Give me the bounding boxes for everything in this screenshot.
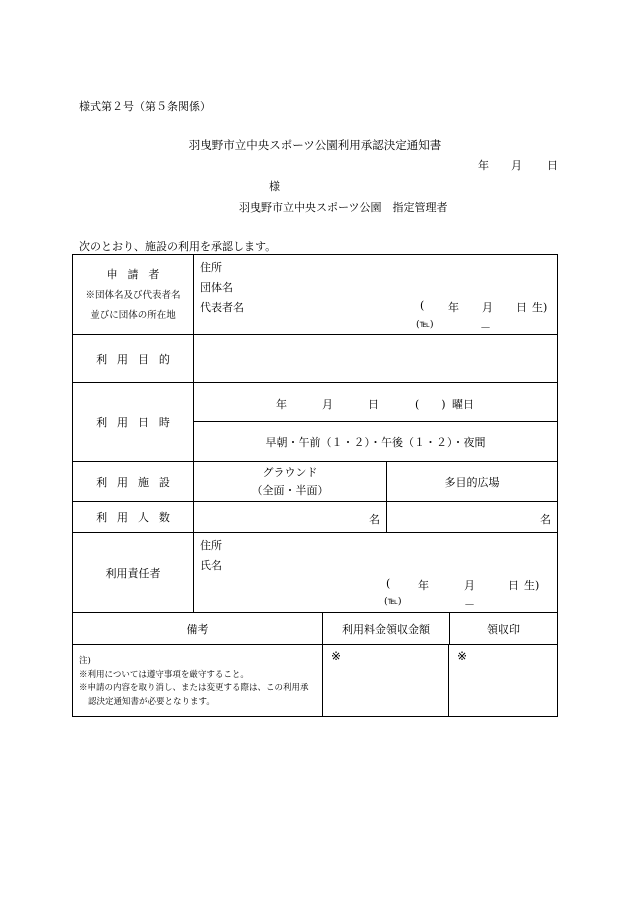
responsible-birth-open: (: [386, 577, 391, 590]
intro-text: 次のとおり、施設の利用を承認します。: [79, 240, 277, 253]
issue-date: [478, 157, 558, 173]
stamp-field[interactable]: ※: [457, 649, 468, 663]
applicant-label-cell: [73, 255, 194, 335]
date-year: 年: [478, 159, 489, 172]
date-month: 月: [511, 159, 522, 172]
applicant-birth-year: 年: [448, 301, 459, 314]
datetime-weekday: 曜日: [452, 398, 474, 411]
responsible-label: 利用責任者: [73, 533, 194, 613]
purpose-field[interactable]: [194, 335, 558, 383]
note-item-2b: 認決定通知書が必要となります。: [88, 696, 215, 707]
responsible-birth-close: 生): [524, 579, 540, 592]
people-row: [73, 502, 558, 533]
facility-ground-cell[interactable]: [194, 462, 387, 502]
applicant-birth-open: (: [420, 299, 425, 312]
datetime-slots[interactable]: 早朝・午前（１・２）・午後（１・２）・夜間: [194, 422, 558, 462]
footer-body-row: [73, 645, 558, 717]
applicant-address-label: 住所: [200, 261, 222, 274]
addressee-honorific: 様: [269, 180, 280, 193]
responsible-birth-month: 月: [464, 579, 475, 592]
applicant-tel-label: (℡): [416, 319, 434, 330]
applicant-birth-day: 日: [516, 301, 527, 314]
people-count-2[interactable]: 名: [387, 502, 558, 533]
notes-title: 注): [79, 656, 91, 666]
datetime-year: 年: [276, 398, 287, 411]
applicant-label: 申請者: [106, 267, 170, 281]
applicant-sub-label-1: ※団体名及び代表者名: [85, 289, 181, 301]
fee-stamp-header-wrap: [323, 613, 558, 645]
facility-row: [73, 462, 558, 502]
facility-ground: グラウンド: [262, 465, 318, 479]
facility-plaza[interactable]: 多目的広場: [387, 462, 558, 502]
remarks-header: 備考: [73, 613, 323, 645]
datetime-weekday-paren: ( ): [415, 398, 446, 411]
responsible-birth-day: 日: [508, 579, 519, 592]
facility-ground-sub: （全面・半面）: [251, 483, 329, 497]
responsible-address-label: 住所: [200, 539, 222, 552]
applicant-org-label: 団体名: [200, 281, 233, 294]
fee-field[interactable]: ※: [323, 645, 449, 716]
purpose-label: 利用目的: [73, 335, 194, 383]
footer-header-row: [73, 613, 558, 645]
approval-form-table: [72, 254, 558, 717]
applicant-tel-dash: －: [480, 321, 491, 334]
facility-label: 利用施設: [73, 462, 194, 502]
datetime-row: [73, 383, 558, 422]
applicant-info-cell[interactable]: [194, 255, 558, 335]
notes-cell: [73, 645, 323, 717]
people-label: 利用人数: [73, 502, 194, 533]
date-day: 日: [547, 159, 558, 172]
issuer-name: 羽曳野市立中央スポーツ公園 指定管理者: [239, 201, 448, 214]
document-title: 羽曳野市立中央スポーツ公園利用承認決定通知書: [188, 138, 442, 152]
applicant-birth-month: 月: [482, 301, 493, 314]
datetime-month: 月: [322, 398, 333, 411]
responsible-row: [73, 533, 558, 613]
note-item-2a: ※申請の内容を取り消し、または変更する際は、この利用承: [79, 683, 309, 693]
people-count-1[interactable]: 名: [194, 502, 387, 533]
applicant-row: [73, 255, 558, 335]
fee-stamp-body-wrap: [323, 645, 558, 717]
responsible-info-cell[interactable]: [194, 533, 558, 613]
purpose-row: [73, 335, 558, 383]
fee-header: 利用料金領収金額: [323, 613, 450, 644]
applicant-sub-label-2: 並びに団体の所在地: [90, 309, 176, 321]
stamp-header: 領収印: [487, 622, 520, 636]
applicant-rep-label: 代表者名: [200, 301, 244, 314]
note-item-1: ※利用については遵守事項を厳守すること。: [79, 669, 249, 680]
responsible-birth-year: 年: [418, 579, 429, 592]
datetime-day: 日: [368, 398, 379, 411]
datetime-label: 利用日時: [73, 383, 194, 462]
responsible-name-label: 氏名: [200, 559, 222, 572]
datetime-date-field[interactable]: [194, 383, 558, 422]
responsible-tel-label: (℡): [384, 596, 402, 607]
responsible-tel-dash: －: [464, 598, 475, 611]
form-number-label: 様式第２号（第５条関係）: [79, 100, 211, 113]
applicant-birth-close: 生): [532, 301, 548, 314]
